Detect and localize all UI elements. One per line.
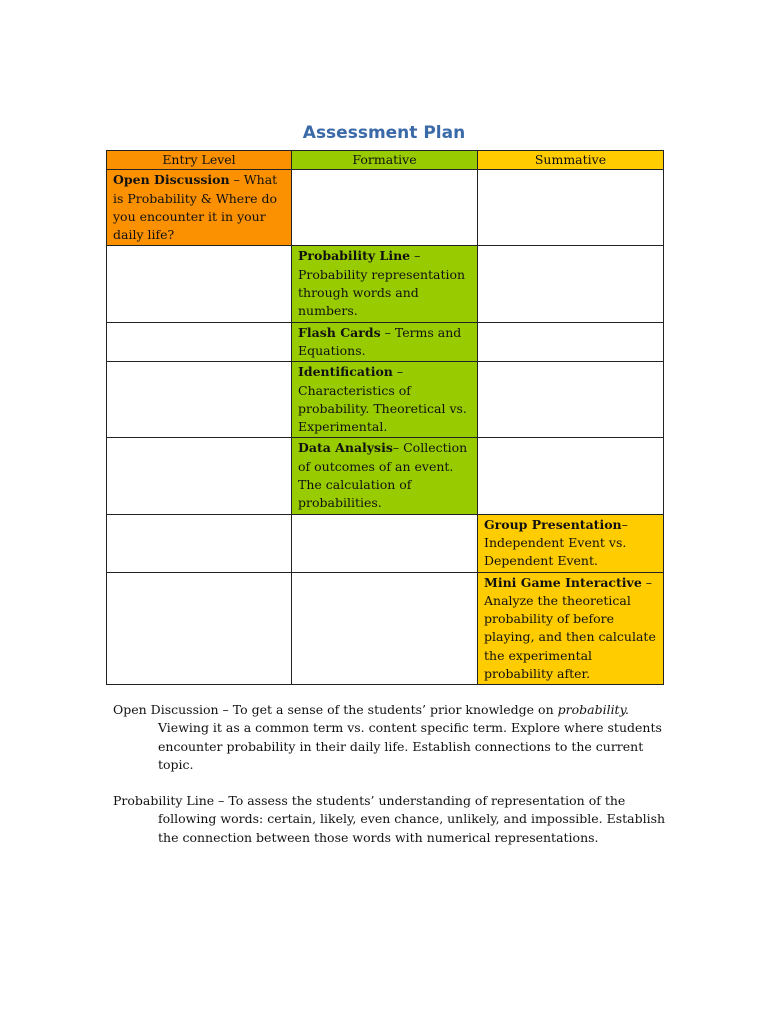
- note-lead: [113, 701, 673, 719]
- empty-cell: [292, 514, 478, 572]
- table-row: [107, 438, 664, 514]
- cell-title: Identification: [298, 364, 393, 380]
- cell-text: – Analyze the theoretical probability of before playing, and then calculate the experimental probability after.: [484, 574, 656, 682]
- cell-group-presentation: [478, 514, 664, 572]
- note-lead-text: Probability Line – To assess the students’ understanding of representation of the: [113, 793, 626, 808]
- empty-cell: [292, 170, 478, 246]
- empty-cell: [478, 438, 664, 514]
- empty-cell: [292, 572, 478, 685]
- empty-cell: [107, 362, 292, 438]
- note-lead-italic: probability.: [557, 702, 629, 717]
- cell-text: – Independent Event vs. Dependent Event.: [484, 516, 628, 569]
- cell-data-analysis: [292, 438, 478, 514]
- empty-cell: [107, 246, 292, 322]
- table-row: [107, 514, 664, 572]
- table-row: [107, 572, 664, 685]
- empty-cell: [478, 170, 664, 246]
- note-body: following words: certain, likely, even chance, unlikely, and impossible. Establish the connection between those words with numerical representations.: [158, 811, 666, 845]
- note-lead: [113, 792, 673, 810]
- table-row: [107, 246, 664, 322]
- header-summative: Summative: [478, 151, 664, 170]
- note-lead-text: Open Discussion – To get a sense of the students’ prior knowledge on: [113, 702, 558, 717]
- note-open-discussion: [113, 701, 673, 774]
- empty-cell: [107, 438, 292, 514]
- cell-title: Data Analysis: [298, 440, 393, 456]
- table-row: [107, 322, 664, 362]
- cell-probability-line: [292, 246, 478, 322]
- cell-title: Probability Line: [298, 248, 411, 264]
- empty-cell: [107, 322, 292, 362]
- empty-cell: [478, 362, 664, 438]
- cell-title: Flash Cards: [298, 324, 381, 340]
- empty-cell: [107, 514, 292, 572]
- cell-flash-cards: [292, 322, 478, 362]
- note-body: Viewing it as a common term vs. content specific term. Explore where students encounter probability in their daily life. Establish connections to the current topic.: [158, 720, 662, 772]
- cell-mini-game-interactive: [478, 572, 664, 685]
- header-entry-level: Entry Level: [107, 151, 292, 170]
- empty-cell: [478, 322, 664, 362]
- empty-cell: [478, 246, 664, 322]
- cell-title: Group Presentation: [484, 516, 622, 532]
- cell-text: – Characteristics of probability. Theoretical vs. Experimental.: [298, 364, 467, 435]
- empty-cell: [107, 572, 292, 685]
- table-row: [107, 170, 664, 246]
- header-formative: Formative: [292, 151, 478, 170]
- cell-text: – Collection of outcomes of an event. The calculation of probabilities.: [298, 440, 468, 511]
- table-header-row: [107, 151, 664, 170]
- cell-text: – Probability representation through words and numbers.: [298, 248, 466, 319]
- note-probability-line: [113, 792, 673, 847]
- cell-text: – Terms and Equations.: [298, 324, 462, 358]
- cell-open-discussion: [107, 170, 292, 246]
- cell-title: Mini Game Interactive: [484, 574, 642, 590]
- assessment-plan-table: [106, 150, 664, 685]
- cell-text: – What is Probability & Where do you encounter it in your daily life?: [113, 172, 278, 243]
- table-row: [107, 362, 664, 438]
- cell-title: Open Discussion: [113, 172, 230, 188]
- page-title: Assessment Plan: [302, 123, 466, 143]
- cell-identification: [292, 362, 478, 438]
